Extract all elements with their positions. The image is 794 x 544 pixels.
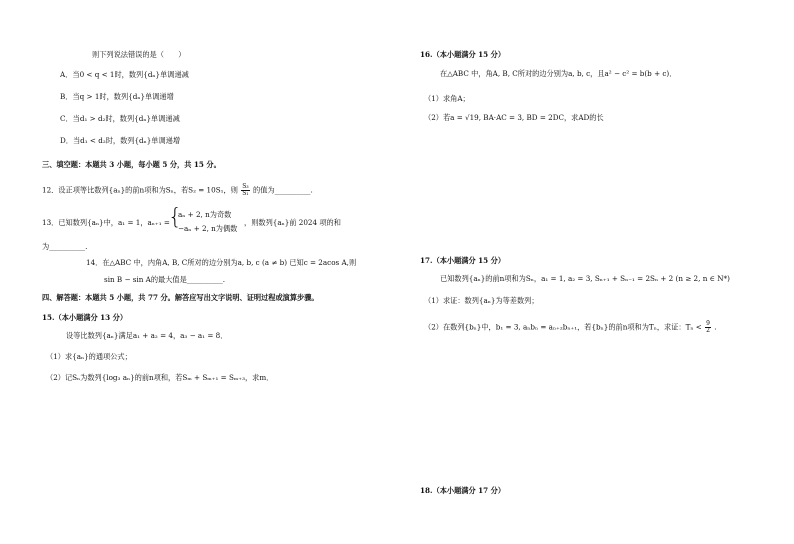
question-15-part1: （1）求{aₙ}的通项公式； [46, 352, 132, 361]
q12-frac-num: S₃ [242, 183, 249, 190]
q13-case-even: −aₙ + 2, n为偶数 [178, 224, 238, 233]
question-16-part1: （1）求角A； [424, 94, 470, 103]
question-15-title: 15.（本小题满分 13 分） [42, 313, 128, 322]
piecewise-brace: { [168, 205, 182, 230]
q17-fraction [705, 321, 711, 334]
option-a: A．当0 < q < 1时，数列{dₙ}单调递减 [60, 70, 189, 79]
question-16-text: 在△ABC 中，角A, B, C所对的边分别为a, b, c，且a² − c² = b(b + c)． [440, 69, 677, 78]
option-d: D．当d₁ < d₂时，数列{dₙ}单调递增 [60, 136, 181, 145]
q12-fraction [241, 184, 250, 197]
question-18-title: 18.（本小题满分 17 分） [420, 486, 506, 495]
question-14-line2: sin B − sin A的最大值是__________. [104, 275, 226, 284]
q17-part2-pre: （2）在数列{bₙ}中，b₁ = 3, aₙbₙ = aₙ₊₂bₙ₊₁，若{bₙ}的前n项和为Tₙ，求证：Tₙ < [424, 322, 702, 332]
question-15-part2: （2）记Sₙ为数列{log₃ aₙ}的前n项和，若Sₘ + Sₘ₊₁ = Sₘ₊₃，求m． [46, 373, 274, 382]
question-17-part2 [424, 321, 717, 334]
option-b: B．当q > 1时，数列{dₙ}单调递增 [60, 92, 174, 101]
q12-frac-den: S₁ [242, 190, 249, 197]
q12-text-pre: 12．设正项等比数列{aₙ}的前n项和为Sₙ，若S₂ = 10S₁，则 [42, 185, 238, 195]
question-16-title: 16.（本小题满分 15 分） [420, 50, 506, 59]
q13-case-odd: aₙ + 2, n为奇数 [178, 210, 232, 219]
q12-text-post: 的值为__________. [253, 185, 313, 195]
q17-frac-den: 2 [706, 327, 710, 334]
question-13-pre: 13．已知数列{aₙ}中，a₁ = 1，aₙ₊₁ = [42, 218, 170, 227]
question-17-title: 17.（本小题满分 15 分） [420, 256, 506, 265]
q17-frac-num: 9 [706, 320, 710, 327]
question-16-part2: （2）若a = √19, BA·AC = 3, BD = 2DC，求AD的长 [424, 113, 604, 122]
question-13-tail: 为__________. [42, 242, 88, 251]
question-12 [42, 184, 313, 197]
question-17-text: 已知数列{aₙ}的前n项和为Sₙ，a₁ = 1, a₂ = 3, Sₙ₊₁ + Sₙ₋₁ = 2Sₙ + 2 (n ≥ 2, n ∈ N*) [440, 274, 730, 283]
question-17-part1: （1）求证：数列{aₙ}为等差数列； [424, 296, 539, 305]
question-13-post: ，则数列{aₙ}前 2024 项的和 [244, 218, 341, 227]
q17-part2-post: . [714, 322, 717, 332]
question-intro: 则下列说法错误的是（ ） [92, 50, 186, 59]
section-4-title: 四、解答题：本题共 5 小题，共 77 分。解答应写出文字说明、证明过程或演算步骤。 [42, 293, 319, 302]
option-c: C．当d₁ > d₂时，数列{dₙ}单调递减 [60, 114, 180, 123]
question-15-text: 设等比数列{aₙ}满足a₁ + a₂ = 4，a₃ − a₁ = 8． [66, 331, 228, 340]
question-14-line1: 14．在△ABC 中，内角A, B, C所对的边分别为a, b, c (a ≠ b) 已知c = 2acos A,则 [86, 258, 357, 267]
section-3-title: 三、填空题：本题共 3 小题，每小题 5 分，共 15 分。 [42, 160, 221, 169]
